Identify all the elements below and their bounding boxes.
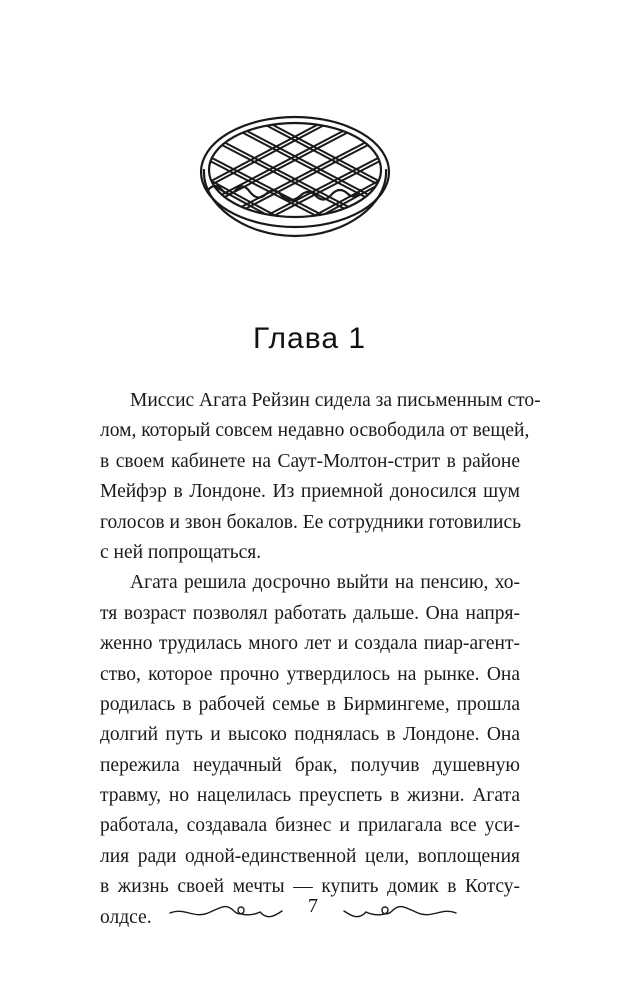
chapter-body	[100, 386, 541, 933]
chapter-title: Глава 1	[252, 322, 367, 355]
text-line: лия ради одной-единственной цели, воплощения	[100, 845, 520, 867]
text-line: Миссис Агата Рейзин сидела за письменным сто-	[130, 390, 541, 411]
paragraph	[100, 386, 541, 568]
text-line: работала, создавала бизнес и прилагала все уси-	[100, 815, 520, 837]
text-line: долгий путь и высоко поднялась в Лондоне. Она	[100, 724, 520, 746]
text-line: тя возраст позволял работать дальше. Она напря-	[100, 602, 520, 624]
text-line: с ней попрощаться.	[100, 541, 262, 563]
text-line: травму, но нацелилась преуспеть в жизни. Агата	[100, 785, 520, 807]
page-footer	[168, 893, 458, 927]
paragraph	[100, 568, 520, 933]
text-line: в жизнь своей мечты — купить домик в Котсу-	[100, 876, 520, 898]
text-line: Мейфэр в Лондоне. Из приемной доносился шум	[100, 481, 520, 503]
text-line: ство, которое прочно утвердилось на рынке. Она	[100, 663, 520, 685]
text-line: пережила неудачный брак, получив душевную	[100, 754, 520, 776]
page-number: 7	[308, 895, 318, 917]
text-line: лом, который совсем недавно освободила от вещей,	[100, 420, 530, 442]
text-line: в своем кабинете на Саут-Молтон-стрит в районе	[100, 450, 520, 472]
text-line: олдсе.	[100, 906, 152, 928]
text-line: родилась в рабочей семье в Бирмингеме, прошла	[100, 693, 520, 715]
text-line: голосов и звон бокалов. Ее сотрудники готовились	[100, 511, 522, 533]
pie-icon	[196, 108, 394, 248]
text-line: женно трудилась много лет и создала пиар-агент-	[100, 633, 520, 655]
flourish-icon	[342, 899, 458, 923]
text-line: Агата решила досрочно выйти на пенсию, хо-	[130, 572, 520, 594]
